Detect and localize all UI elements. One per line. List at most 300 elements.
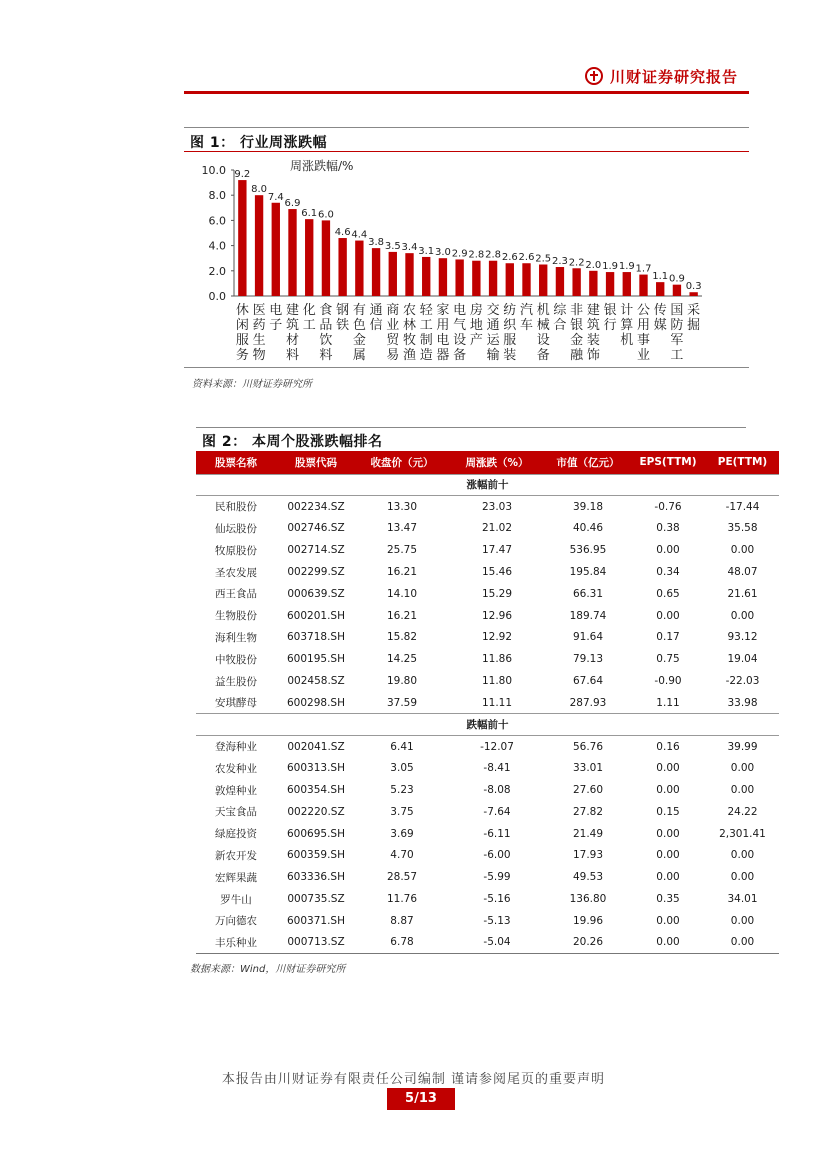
category-label-char: 工 xyxy=(419,318,433,333)
category-label-char: 休 xyxy=(235,303,249,318)
category-label-char: 子 xyxy=(269,318,283,333)
table-row xyxy=(196,910,779,932)
category-label-char: 设 xyxy=(453,333,467,348)
table-cell: 0.00 xyxy=(730,871,755,884)
table-cell: 11.80 xyxy=(481,675,513,688)
bar-value-label: 2.2 xyxy=(568,257,585,269)
table-row xyxy=(196,605,779,627)
category-label xyxy=(303,303,316,333)
table-cell: 21.49 xyxy=(572,827,604,840)
category-label-char: 易 xyxy=(386,348,400,363)
table-cell: 0.00 xyxy=(656,762,680,775)
table-cell: 19.04 xyxy=(727,653,758,666)
table-cell: -5.16 xyxy=(483,893,511,906)
category-label xyxy=(386,302,400,363)
table-cell: 93.12 xyxy=(727,631,758,644)
table-cell: 600354.SH xyxy=(287,784,345,797)
category-label-char: 工 xyxy=(302,318,316,333)
category-label-char: 装 xyxy=(586,333,600,348)
category-label-char: 色 xyxy=(352,318,366,333)
table-cell: 0.75 xyxy=(656,653,680,666)
table-cell: 40.46 xyxy=(572,522,604,535)
table-cell: 287.93 xyxy=(569,696,607,709)
table-row xyxy=(196,561,779,583)
table-row xyxy=(196,670,779,692)
col-header-code: 股票代码 xyxy=(276,451,356,474)
table-row xyxy=(196,823,779,845)
bar xyxy=(455,259,463,296)
table-cell: 000713.SZ xyxy=(276,932,356,954)
category-label-char: 金 xyxy=(570,333,584,348)
category-label-char: 气 xyxy=(453,318,467,333)
category-label xyxy=(654,303,667,333)
category-label-char: 用 xyxy=(636,318,651,333)
col-header-eps: EPS(TTM) xyxy=(630,451,706,474)
category-label-char: 传 xyxy=(653,303,667,318)
table-row xyxy=(196,801,779,823)
bar xyxy=(539,265,547,297)
category-label-char: 纺 xyxy=(503,303,517,318)
table-row xyxy=(196,866,779,888)
bar xyxy=(506,263,514,296)
table-cell: 6.78 xyxy=(356,932,448,954)
category-label xyxy=(620,302,633,348)
bar xyxy=(556,267,564,296)
category-label-char: 业 xyxy=(386,318,400,333)
table-cell: 33.01 xyxy=(572,762,604,775)
bar xyxy=(422,257,430,296)
category-label-char: 建 xyxy=(586,303,600,318)
bar-value-label: 6.9 xyxy=(284,198,301,210)
bar xyxy=(439,258,447,296)
category-label-char: 通 xyxy=(486,318,500,333)
bar-value-label: 2.5 xyxy=(535,253,552,265)
table-cell: 生物股份 xyxy=(215,610,257,623)
category-label-char: 商 xyxy=(386,303,400,318)
bar xyxy=(288,209,296,296)
table-cell: 14.25 xyxy=(386,653,418,666)
table-cell: 0.16 xyxy=(656,740,680,753)
category-label-char: 信 xyxy=(369,318,383,333)
category-label-char: 军 xyxy=(670,333,684,348)
table-cell: 25.75 xyxy=(386,544,418,557)
table-cell: 8.87 xyxy=(390,914,414,927)
table-cell: 49.53 xyxy=(572,871,604,884)
category-label xyxy=(604,303,617,333)
category-label-char: 采 xyxy=(687,303,701,318)
table-cell: 17.47 xyxy=(481,544,513,557)
table-cell: 15.46 xyxy=(481,566,513,579)
category-label-char: 金 xyxy=(352,333,366,348)
category-label-char: 车 xyxy=(519,318,534,333)
bar-value-label: 1.1 xyxy=(652,271,669,283)
bar xyxy=(572,268,580,296)
table-cell: 16.21 xyxy=(386,609,418,622)
y-tick-label: 0.0 xyxy=(208,290,226,303)
table-cell: -5.04 xyxy=(448,932,546,954)
bar-value-label: 8.0 xyxy=(251,184,268,196)
table-cell: 136.80 xyxy=(569,893,607,906)
category-label-char: 生 xyxy=(252,333,266,348)
category-label-char: 牧 xyxy=(402,333,417,348)
bar xyxy=(238,180,246,296)
table-cell: 2,301.41 xyxy=(719,827,766,840)
bar-value-label: 3.5 xyxy=(384,240,401,252)
figure2-title: 图 2： 本周个股涨跌幅排名 xyxy=(202,434,383,450)
bar xyxy=(405,253,413,296)
figure2-source: 数据来源：Wind，川财证券研究所 xyxy=(190,964,346,975)
table-row xyxy=(196,496,779,518)
bar xyxy=(255,195,263,296)
category-label-char: 业 xyxy=(636,348,651,363)
category-label-char: 饰 xyxy=(586,348,600,363)
report-header-title: 川财证券研究报告 xyxy=(610,68,739,86)
bar-value-label: 0.3 xyxy=(685,281,702,293)
table-cell: 安琪酵母 xyxy=(215,697,257,710)
table-cell: 0.00 xyxy=(656,827,680,840)
category-label-char: 钢 xyxy=(336,303,350,318)
category-label-char: 械 xyxy=(536,318,550,333)
bar-value-label: 4.6 xyxy=(334,227,351,239)
table-cell: 600695.SH xyxy=(287,827,345,840)
table-cell: 002220.SZ xyxy=(287,805,345,818)
category-label-char: 品 xyxy=(319,318,333,333)
table-cell: 48.07 xyxy=(727,566,758,579)
table-cell: 0.00 xyxy=(706,932,779,954)
table-cell: 603336.SH xyxy=(287,871,345,884)
table-cell: -6.00 xyxy=(483,849,511,862)
bar xyxy=(489,261,497,296)
figure1-top-rule xyxy=(184,127,749,128)
figure1-bottom-rule xyxy=(184,367,749,368)
table-cell: 3.75 xyxy=(390,805,414,818)
table-cell: 536.95 xyxy=(569,544,607,557)
bar-value-label: 2.6 xyxy=(501,252,518,264)
table-cell: 002234.SZ xyxy=(287,500,345,513)
table-cell: 0.15 xyxy=(656,805,680,818)
bar-value-label: 2.8 xyxy=(468,249,485,261)
category-label-char: 服 xyxy=(235,333,249,348)
table-cell: 西王食品 xyxy=(215,588,257,601)
table-cell: 0.35 xyxy=(656,893,680,906)
y-tick-label: 6.0 xyxy=(208,214,226,228)
bar-value-label: 9.2 xyxy=(234,169,251,181)
category-label-char: 料 xyxy=(319,348,333,363)
table-cell: 37.59 xyxy=(386,696,418,709)
category-label xyxy=(319,303,332,363)
bar xyxy=(606,272,614,296)
category-label-char: 食 xyxy=(319,303,333,318)
category-label-char: 工 xyxy=(670,348,684,363)
col-header-market-cap: 市值（亿元） xyxy=(546,451,630,474)
category-label-char: 交 xyxy=(486,303,500,318)
category-label xyxy=(236,303,249,363)
table-cell: 0.00 xyxy=(656,871,680,884)
table-cell: 6.41 xyxy=(390,740,414,753)
table-cell: 12.96 xyxy=(481,609,513,622)
category-label-char: 合 xyxy=(553,318,567,333)
table-cell: 13.47 xyxy=(386,522,418,535)
table-cell: 002299.SZ xyxy=(287,566,345,579)
table-cell: 14.10 xyxy=(386,587,418,600)
category-label-char: 化 xyxy=(302,303,316,318)
table-cell: 600195.SH xyxy=(287,653,345,666)
category-label-char: 农 xyxy=(402,303,417,318)
category-label-char: 公 xyxy=(636,303,651,318)
table-cell: -7.64 xyxy=(483,805,511,818)
category-label-char: 铁 xyxy=(336,318,350,333)
table-cell: 11.76 xyxy=(386,893,418,906)
table-cell: 600313.SH xyxy=(287,762,345,775)
table-cell: 79.13 xyxy=(572,653,604,666)
category-label-char: 银 xyxy=(603,303,617,318)
bar-value-label: 2.6 xyxy=(518,252,535,264)
category-label xyxy=(269,302,282,333)
table-cell: 56.76 xyxy=(572,740,604,753)
category-label-char: 通 xyxy=(369,303,383,318)
category-label-char: 造 xyxy=(419,348,433,363)
table-cell: 24.22 xyxy=(727,805,758,818)
bar xyxy=(338,238,346,296)
category-label xyxy=(503,303,517,363)
table-cell: 0.65 xyxy=(656,587,680,600)
table-cell: 海利生物 xyxy=(215,631,257,644)
table-cell: 0.00 xyxy=(656,609,680,622)
table-cell: 27.82 xyxy=(572,805,604,818)
bar-value-label: 2.8 xyxy=(485,249,502,261)
table-cell: 仙坛股份 xyxy=(215,522,257,535)
bar xyxy=(589,271,597,296)
table-cell: 益生股份 xyxy=(215,675,257,688)
category-label-char: 服 xyxy=(503,333,517,348)
table-cell: -0.90 xyxy=(654,675,682,688)
bar xyxy=(272,203,280,296)
table-section-row xyxy=(196,714,779,736)
table-row xyxy=(196,932,779,954)
table-cell: -8.08 xyxy=(483,784,511,797)
table-row xyxy=(196,539,779,561)
category-label-char: 备 xyxy=(453,348,467,363)
table-cell: 中牧股份 xyxy=(215,653,257,666)
category-label-char: 银 xyxy=(570,318,584,333)
table-cell: 600371.SH xyxy=(287,914,345,927)
bar xyxy=(689,292,697,296)
table-cell: 91.64 xyxy=(572,631,604,644)
bar xyxy=(522,263,530,296)
table-cell: 39.18 xyxy=(572,500,604,513)
table-cell: 绿庭投资 xyxy=(215,828,257,841)
table-cell: 圣农发展 xyxy=(215,566,257,579)
col-header-weekly-change: 周涨跌（%） xyxy=(448,451,546,474)
table-cell: 0.00 xyxy=(730,609,755,622)
bar-value-label: 2.9 xyxy=(451,248,468,260)
category-label-char: 备 xyxy=(536,348,550,363)
figure1-title: 图 1： 行业周涨跌幅 xyxy=(190,135,327,151)
col-header-name: 股票名称 xyxy=(196,451,276,474)
table-cell: 登海种业 xyxy=(215,741,257,754)
table-cell: 000639.SZ xyxy=(287,587,345,600)
bar-value-label: 4.4 xyxy=(351,229,368,241)
category-label-char: 地 xyxy=(469,318,483,333)
category-label-char: 行 xyxy=(603,318,617,333)
category-label xyxy=(436,303,449,363)
table-row xyxy=(196,518,779,540)
table-cell: 12.92 xyxy=(481,631,513,644)
category-label-char: 综 xyxy=(553,303,567,318)
table-cell: 牧原股份 xyxy=(215,544,257,557)
category-label xyxy=(537,302,550,363)
category-label-char: 有 xyxy=(352,303,366,318)
bar-value-label: 7.4 xyxy=(267,191,284,203)
company-logo-icon xyxy=(585,67,603,85)
category-label-char: 用 xyxy=(436,318,450,333)
table-cell: 195.84 xyxy=(569,566,607,579)
table-row xyxy=(196,736,779,758)
category-label-char: 家 xyxy=(436,303,450,318)
bar xyxy=(372,248,380,296)
table-section-label: 涨幅前十 xyxy=(196,474,779,496)
table-cell: 民和股份 xyxy=(215,501,257,514)
figure1-title-rule xyxy=(184,151,749,152)
table-cell: 0.00 xyxy=(656,784,680,797)
table-row xyxy=(196,757,779,779)
category-label xyxy=(687,303,700,333)
table-cell: 0.00 xyxy=(656,849,680,862)
category-label xyxy=(353,303,366,363)
category-label-char: 建 xyxy=(285,303,300,318)
chart-legend: 周涨跌幅/% xyxy=(290,159,354,173)
category-label-char: 医 xyxy=(252,303,266,318)
table-cell: 16.21 xyxy=(386,566,418,579)
table-cell: 4.70 xyxy=(390,849,414,862)
category-label-char: 物 xyxy=(252,348,266,363)
category-label-char: 渔 xyxy=(402,348,417,363)
table-section-label: 跌幅前十 xyxy=(196,714,779,736)
table-cell: -6.11 xyxy=(483,827,511,840)
category-label-char: 贸 xyxy=(386,333,400,348)
bar xyxy=(623,272,631,296)
bar-value-label: 1.9 xyxy=(618,261,635,273)
bar-value-label: 6.1 xyxy=(301,208,318,220)
category-label xyxy=(487,303,501,363)
table-row xyxy=(196,583,779,605)
category-label xyxy=(470,302,483,348)
table-cell: 600201.SH xyxy=(287,609,345,622)
category-label xyxy=(286,302,299,363)
category-label-char: 掘 xyxy=(687,318,701,333)
table-cell: 天宝食品 xyxy=(215,806,257,819)
table-row xyxy=(196,845,779,867)
table-cell: 敦煌种业 xyxy=(215,784,257,797)
bar-value-label: 3.0 xyxy=(434,247,451,259)
category-label-char: 防 xyxy=(670,318,684,333)
category-label-char: 输 xyxy=(486,348,500,363)
bar xyxy=(322,220,330,296)
table-cell: 66.31 xyxy=(572,587,604,600)
table-cell: -8.41 xyxy=(483,762,511,775)
category-label-char: 电 xyxy=(436,333,450,348)
table-cell: 0.00 xyxy=(730,784,755,797)
industry-weekly-change-chart xyxy=(190,155,720,365)
table-cell: 33.98 xyxy=(727,696,758,709)
category-label-char: 务 xyxy=(235,348,249,363)
col-header-pe: PE(TTM) xyxy=(706,451,779,474)
table-cell: 0.00 xyxy=(656,544,680,557)
stock-ranking-table xyxy=(196,451,779,954)
bar-value-label: 3.4 xyxy=(401,242,418,254)
y-tick-label: 10.0 xyxy=(201,164,226,177)
table-row xyxy=(196,627,779,649)
table-cell: 28.57 xyxy=(386,871,418,884)
category-label xyxy=(587,302,600,363)
table-header-row xyxy=(196,451,779,474)
table-cell: 新农开发 xyxy=(215,849,257,862)
table-cell: 603718.SH xyxy=(287,631,345,644)
bar-value-label: 3.1 xyxy=(418,245,435,257)
category-label-char: 属 xyxy=(352,348,366,363)
table-cell: 0.00 xyxy=(730,914,755,927)
table-cell: 农发种业 xyxy=(215,762,257,775)
category-label xyxy=(553,302,567,333)
category-label-char: 设 xyxy=(536,333,550,348)
bar xyxy=(656,282,664,296)
bar xyxy=(472,261,480,296)
category-label-char: 融 xyxy=(570,348,584,363)
category-label xyxy=(370,303,383,333)
table-cell: 21.61 xyxy=(727,587,758,600)
table-cell: 11.86 xyxy=(481,653,513,666)
category-label-char: 媒 xyxy=(653,318,667,333)
category-label-char: 装 xyxy=(503,348,517,363)
table-cell: 万向德农 xyxy=(215,915,257,928)
table-row xyxy=(196,779,779,801)
table-cell: 15.29 xyxy=(481,587,513,600)
table-cell: -12.07 xyxy=(480,740,514,753)
table-cell: 罗牛山 xyxy=(220,893,252,906)
category-label-char: 产 xyxy=(469,333,483,348)
category-label-char: 机 xyxy=(536,303,550,318)
category-label-char: 算 xyxy=(620,318,634,333)
category-label xyxy=(670,303,683,363)
category-label-char: 材 xyxy=(285,333,300,348)
bar xyxy=(639,275,647,296)
category-label-char: 制 xyxy=(419,333,433,348)
category-label xyxy=(420,303,434,363)
page-number: 5/13 xyxy=(387,1088,455,1110)
table-cell: 23.03 xyxy=(481,500,513,513)
table-cell: 27.60 xyxy=(572,784,604,797)
table-cell: 0.38 xyxy=(656,522,680,535)
category-label-char: 国 xyxy=(670,303,684,318)
table-cell: 3.69 xyxy=(390,827,414,840)
footer-disclaimer: 本报告由川财证券有限责任公司编制 谨请参阅尾页的重要声明 xyxy=(221,1072,606,1087)
table-cell: 34.01 xyxy=(727,893,758,906)
category-label-char: 药 xyxy=(252,318,266,333)
figure1-source: 资料来源：川财证券研究所 xyxy=(192,379,312,390)
table-cell: 0.00 xyxy=(730,762,755,775)
category-label-char: 非 xyxy=(570,303,584,318)
category-label-char: 电 xyxy=(453,303,467,318)
table-cell: 0.00 xyxy=(730,849,755,862)
figure2-top-rule xyxy=(196,427,746,428)
table-cell: 000735.SZ xyxy=(287,893,345,906)
table-cell: 39.99 xyxy=(727,740,758,753)
category-label xyxy=(570,302,584,363)
bar-value-label: 1.7 xyxy=(635,263,652,275)
category-label-char: 林 xyxy=(402,318,417,333)
category-label-char: 机 xyxy=(620,333,634,348)
category-label-char: 计 xyxy=(620,303,634,318)
